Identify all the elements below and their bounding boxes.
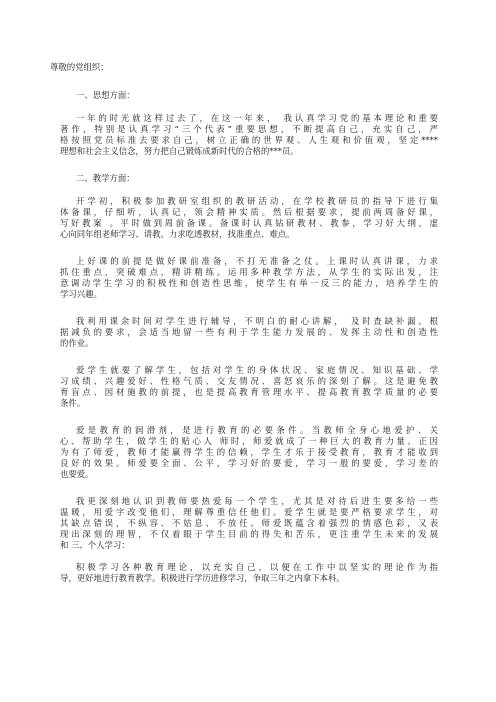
paragraph-line: 体备课，仔细听，认真记，领会精神实质。然后根据要求，提前两周备好课， bbox=[60, 207, 438, 217]
section-heading-study: 和 三、个人学习： bbox=[60, 540, 130, 550]
paragraph-line: 条件。 bbox=[60, 398, 86, 408]
paragraph-line: 温暖，用爱字改变他们，理解尊重信任他们。爱学生就是要严格要求学生，对 bbox=[60, 507, 438, 517]
paragraph-line: 积极学习各种教育理论，以充实自己，以便在工作中以坚实的理论作为指 bbox=[76, 562, 438, 572]
paragraph-line: 理想和社会主义信念，努力把自己锻炼成新时代的合格的***员。 bbox=[60, 146, 299, 156]
paragraph-line: 爱学生就要了解学生，包括对学生的身体状况、家庭情况、知识基础、学 bbox=[76, 365, 438, 375]
paragraph-line: 据减负的要求，会适当地留一些有利于学生能力发展的、发挥主动性和创造性 bbox=[60, 327, 438, 337]
salutation: 尊敬的党组织： bbox=[50, 62, 109, 72]
paragraph-line: 也要爱。 bbox=[60, 469, 94, 479]
paragraph-line: 的作业。 bbox=[60, 338, 94, 348]
paragraph-line: 一年的时光就这样过去了，在这一年来， 我认真学习党的基本理论和重要 bbox=[76, 113, 438, 123]
section-heading-teaching: 二、教学方面： bbox=[76, 173, 135, 183]
paragraph-line: 抓住重点，突破难点，精讲精练。运用多种教学方法，从学生的实际出发，注 bbox=[60, 267, 438, 277]
paragraph-line: 我利用课余时间对学生进行辅导，不明白的耐心讲解， 及时查缺补漏。根 bbox=[76, 316, 438, 326]
paragraph-line: 开学初，积极参加教研室组织的教研活动，在学校教研员的指导下进行集 bbox=[76, 196, 438, 206]
paragraph-line: 格按照党员标准去要求自己，树立正确的世界观、人生观和价值观，坚定**** bbox=[60, 135, 438, 145]
paragraph-line: 写好教案 。平时做到周前备课。备课时认真钻研教材、教参，学习好大纲，虚 bbox=[60, 218, 438, 228]
section-heading-thought: 一、思想方面： bbox=[76, 90, 135, 100]
paragraph-line: 导，更好地进行教育教学。积极进行学历进修学习，争取三年之内拿下本科。 bbox=[60, 573, 345, 583]
paragraph-line: 著作，特别是认真学习“三个代表”重要思想，不断提高自己，充实自己，严 bbox=[60, 124, 438, 134]
paragraph-line: 意调动学生学习的积极性和创造性思维，使学生有举一反三的能力，培养学生的 bbox=[60, 278, 438, 288]
paragraph-line: 我更深刻地认识到教师要热爱每一个学生，尤其是对待后进生要多给一些 bbox=[76, 496, 438, 506]
paragraph-line: 育盲点、因材施教的前提，也是提高教育管理水平、提高教育教学质量的必要 bbox=[60, 387, 438, 397]
paragraph-line: 其缺点错误，不纵容、不姑息、不放任。师爱既蕴含着强烈的情感色彩，又表 bbox=[60, 518, 438, 528]
paragraph-line: 心向同年组老师学习、请教。力求吃透教材，找准重点、难点。 bbox=[60, 229, 295, 239]
paragraph-line: 良好的效果。师爱要全面、公平，学习好的要爱，学习一般的要爱，学习差的 bbox=[60, 458, 438, 468]
paragraph-line: 学习兴趣。 bbox=[60, 289, 102, 299]
paragraph-line: 习成绩、兴趣爱好、性格气质、交友情况、喜怒哀乐的深刻了解。这是避免教 bbox=[60, 376, 438, 386]
paragraph-line: 现出深刻的理智，不仅着眼于学生目前的得失和苦乐，更注重学生未来的发展 bbox=[60, 529, 438, 539]
paragraph-line: 爱是教育的润滑剂，是进行教育的必要条件。当教师全身心地爱护、关 bbox=[76, 425, 438, 435]
paragraph-line: 上好课的前提是做好课前准备，不打无准备之仗。上课时认真讲课，力求 bbox=[76, 256, 438, 266]
paragraph-line: 为有了师爱，教师才能赢得学生的信赖，学生才乐于接受教育，教育才能收到 bbox=[60, 447, 438, 457]
paragraph-line: 心、帮助学生，做学生的贴心人 师时，师爱就成了一种巨大的教育力量。正因 bbox=[60, 436, 438, 446]
